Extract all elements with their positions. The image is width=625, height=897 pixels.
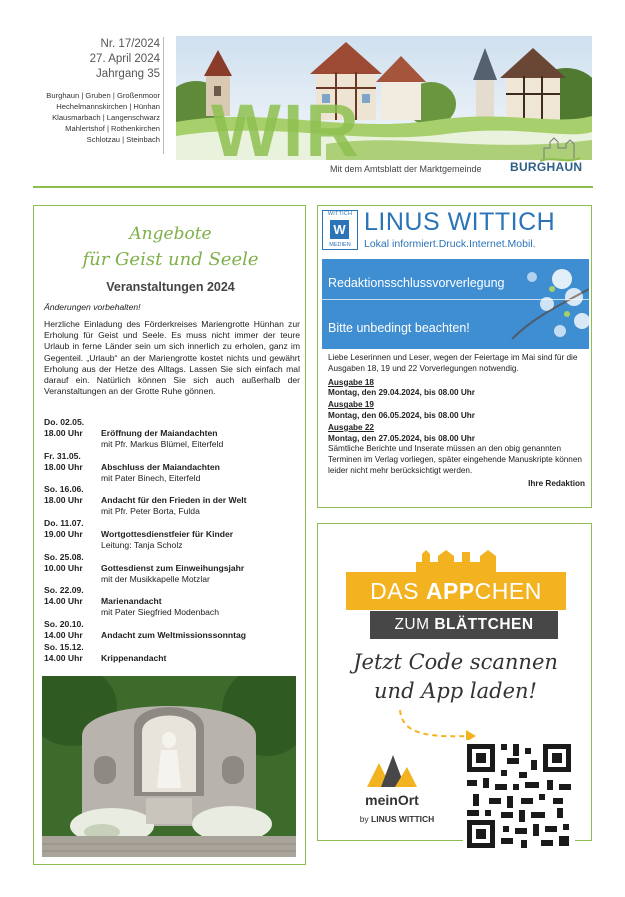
- app-title-banner: [346, 572, 566, 610]
- locality-line: Schlotzau | Steinbach: [86, 135, 160, 144]
- event-detail: mit Pater Binech, Eiterfeld: [101, 472, 201, 483]
- changes-note: Änderungen vorbehalten!: [44, 302, 141, 312]
- issue-label: Ausgabe 22: [328, 422, 374, 432]
- event-item: [44, 585, 302, 618]
- event-date: So. 16.06.: [44, 484, 84, 495]
- app-title-part3: CHEN: [474, 578, 542, 604]
- event-time: 19.00 Uhr: [44, 529, 83, 540]
- event-detail: mit der Musikkapelle Motzlar: [101, 573, 210, 584]
- header-divider: [163, 37, 164, 154]
- locality-line: Hechelmannskirchen | Hünhan: [56, 102, 160, 111]
- castle-icon: [540, 134, 580, 162]
- localities-list: [40, 90, 160, 145]
- grotto-photo: [42, 676, 296, 857]
- masthead-subtitle: Mit dem Amtsblatt der Marktgemeinde: [330, 164, 482, 174]
- village-illustration: [176, 36, 592, 160]
- app-sub-part1: ZUM: [394, 616, 435, 633]
- script-title-line1: Angebote: [129, 224, 212, 244]
- event-time: 14.00 Uhr: [44, 630, 83, 641]
- meinort-byline: [342, 814, 452, 824]
- header-rule: [33, 186, 593, 188]
- grotto-image: [42, 676, 296, 857]
- notice-text: [328, 353, 585, 490]
- logo-bottom-text: MEDIEN: [329, 242, 351, 248]
- skyline-icon: [346, 548, 566, 574]
- script-title-line2: für Geist und Seele: [82, 249, 259, 270]
- event-time: 14.00 Uhr: [44, 652, 83, 663]
- events-intro: Herzliche Einladung des Förderkreises Mariengrotte Hünhan zur Erholung für Geist und Seele. Es muss nicht immer der teure Urlaub in ferne Länder sein um sich innerlich zu erholen, ganz im Gegenteil. „Urlaub“ an der Mariengrotte kostet nichts und gewährt Erholung aus der Hetze des Alltags. Lassen Sie sich einfach mal darauf ein. Natürlich können Sie sich auch außerhalb der Veranstaltungen an der Grotte Ruhe gönnen.: [44, 319, 300, 397]
- deadline-banner: [322, 259, 589, 349]
- issue-volume: Jahrgang 35: [96, 68, 160, 80]
- event-detail: Leitung: Tanja Scholz: [101, 540, 183, 551]
- notice-intro: Liebe Leserinnen und Leser, wegen der Feiertage im Mai sind für die Ausgaben 18, 19 und 22 Vorverlegungen notwendig.: [328, 353, 578, 373]
- event-date: Fr. 31.05.: [44, 450, 81, 461]
- event-date: So. 22.09.: [44, 585, 84, 596]
- locality-line: Klausmarbach | Langenschwarz: [52, 113, 160, 122]
- app-subtitle-banner: [370, 611, 558, 639]
- event-item: [44, 417, 302, 450]
- logo-mark: W: [330, 220, 349, 239]
- event-title: Andacht für den Frieden in der Welt: [101, 495, 247, 506]
- scan-instruction-line1: Jetzt Code scannen: [353, 650, 558, 674]
- event-date: So. 15.12.: [44, 641, 84, 652]
- meinort-brand: meinOrt: [365, 792, 419, 808]
- issue-deadline: Montag, den 29.04.2024, bis 08.00 Uhr: [328, 388, 475, 398]
- event-item: [44, 642, 302, 664]
- event-time: 14.00 Uhr: [44, 596, 83, 607]
- event-date: Do. 11.07.: [44, 518, 84, 529]
- issue-deadline: Montag, den 06.05.2024, bis 08.00 Uhr: [328, 410, 475, 420]
- banner-divider: [322, 299, 589, 300]
- locality-line: Mahlertshof | Rothenkirchen: [65, 124, 160, 133]
- event-title: Andacht zum Weltmissionssonntag: [101, 630, 246, 641]
- issue-date: 27. April 2024: [89, 53, 160, 65]
- event-detail: mit Pfr. Markus Blümel, Eiterfeld: [101, 439, 224, 449]
- event-date: Do. 02.05.: [44, 417, 85, 427]
- logo-top-text: WITTICH: [327, 211, 353, 217]
- event-title: Gottesdienst zum Einweihungsjahr: [101, 562, 245, 573]
- events-list: [44, 417, 302, 665]
- notice-closing: Sämtliche Berichte und Inserate müssen an den obig genannten Terminen im Verlag vorliegen, später eingehende Manuskripte können leider nicht mehr berücksichtigt werden.: [328, 444, 582, 475]
- event-title: Wortgottesdienstfeier für Kinder: [101, 529, 234, 540]
- event-title: Krippenandacht: [101, 652, 167, 663]
- app-title-part2: APP: [425, 578, 475, 604]
- event-detail: mit Pater Siegfried Modenbach: [101, 607, 219, 618]
- event-item: [44, 484, 302, 517]
- byline-brand: LINUS WITTICH: [371, 814, 435, 824]
- event-time: 10.00 Uhr: [44, 562, 83, 573]
- wittich-medien-logo: [322, 210, 358, 250]
- locality-line: Burghaun | Gruben | Großenmoor: [46, 91, 160, 100]
- app-ad-box: [317, 523, 592, 841]
- event-time: 18.00 Uhr: [44, 495, 83, 506]
- issue-label: Ausgabe 18: [328, 377, 374, 387]
- event-title: Marienandacht: [101, 596, 162, 607]
- notice-signature: Ihre Redaktion: [528, 478, 585, 488]
- event-time: 18.00 Uhr: [44, 428, 83, 438]
- event-time: 18.00 Uhr: [44, 461, 83, 472]
- issue-label: Ausgabe 19: [328, 400, 374, 410]
- app-title-part1: DAS: [370, 578, 426, 604]
- event-item: [44, 451, 302, 484]
- publisher-slogan: Lokal informiert.Druck.Internet.Mobil.: [364, 238, 536, 250]
- issue-number: Nr. 17/2024: [100, 38, 160, 50]
- masthead-image: [176, 36, 592, 160]
- banner-title: Redaktionsschlussvorverlegung: [328, 276, 505, 290]
- meinort-logo-icon: [365, 749, 419, 789]
- events-box: [33, 205, 306, 865]
- event-title: Abschluss der Maiandachten: [101, 461, 220, 472]
- app-sub-part2: BLÄTTCHEN: [434, 616, 534, 633]
- deadline-notice-box: [317, 205, 592, 508]
- event-title: Eröffnung der Maiandachten: [101, 428, 218, 438]
- scan-instruction-line2: und App laden!: [374, 679, 537, 703]
- event-item: [44, 518, 302, 551]
- byline-prefix: by: [359, 814, 372, 824]
- event-date: So. 25.08.: [44, 551, 84, 562]
- events-heading: Veranstaltungen 2024: [106, 280, 235, 294]
- event-detail: mit Pfr. Peter Borta, Fulda: [101, 506, 200, 517]
- event-item: [44, 619, 302, 641]
- issue-deadline: Montag, den 27.05.2024, bis 08.00 Uhr: [328, 433, 475, 443]
- issue-info: [40, 37, 160, 145]
- event-item: [44, 552, 302, 585]
- qr-code[interactable]: [463, 740, 575, 852]
- event-date: So. 20.10.: [44, 619, 84, 630]
- banner-subtitle: Bitte unbedingt beachten!: [328, 321, 470, 335]
- municipality-logo-text: BURGHAUN: [510, 160, 583, 174]
- blossom-image: [492, 259, 589, 349]
- publisher-name: LINUS WITTICH: [364, 208, 556, 236]
- masthead-title: WIR: [211, 89, 361, 160]
